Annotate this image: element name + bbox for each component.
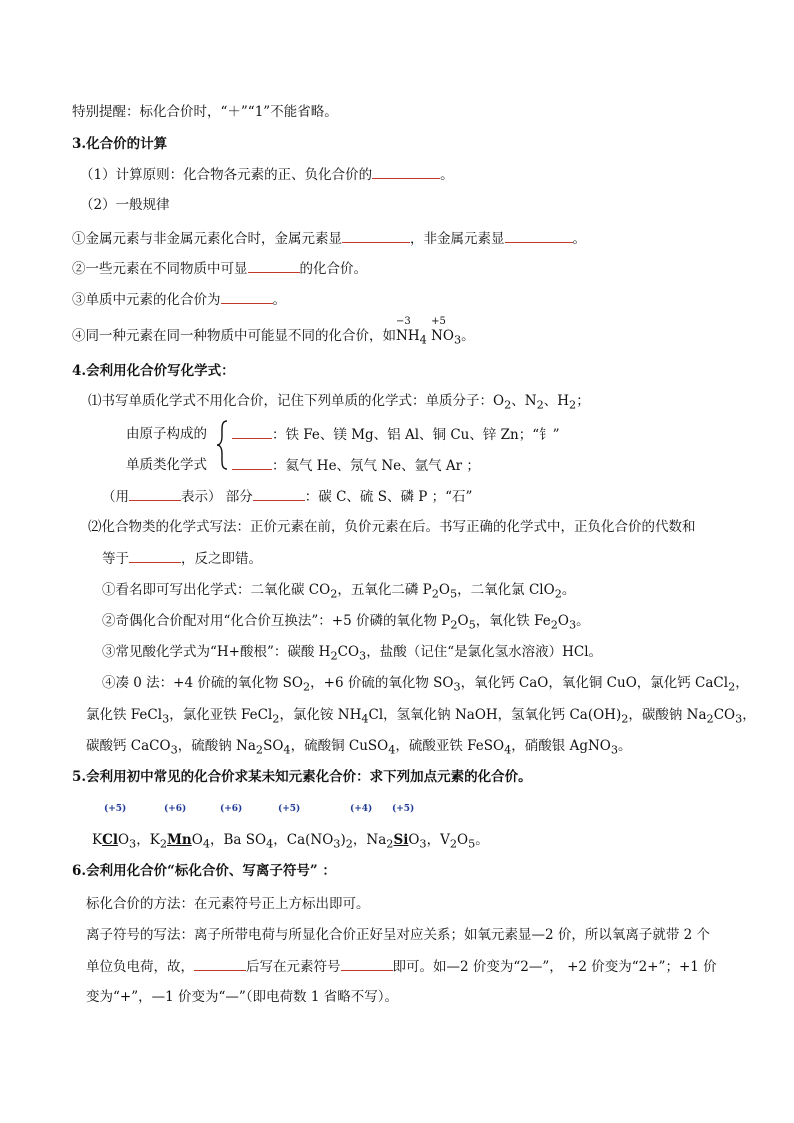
nonmetal-line: （用 表示） 部分 ：碳 C、硫 S、磷 P ；“石” (102, 486, 472, 507)
ion-method: 离子符号的写法：离子所带电荷与所显化合价正好呈对应关系；如氧元素显—2 价，所以氧离子就带 2 个 (86, 927, 711, 943)
calc-principle: （1）计算原则：化合物各元素的正、负化合价的 。 (80, 164, 454, 185)
atom-label: 由原子构成的 (126, 426, 207, 442)
method-4-line-3: 碳酸钙 CaCO$_3$，硫酸钠 $Na_2SO_4$，硫酸铜 CuSO$_4$，硫酸亚铁 FeSO$_4$，硝酸银 AgNO$_3$。 (86, 738, 632, 757)
method-2: ②奇偶化合价配对用“化合价互换法”：+5 价磷的氧化物 $P_2O_5$，氧化铁 $Fe_2O_3$。 (102, 613, 590, 632)
single-label: 单质类化学式 (126, 457, 207, 473)
ox-na2sio3: (+4) (350, 804, 373, 814)
blank-field[interactable] (129, 486, 181, 501)
blank-field[interactable] (221, 289, 273, 304)
atom-elements: ：铁 Fe、镁 Mg、铝 Al、铜 Cu、锌 Zn；“钅” (232, 424, 560, 445)
blank-field[interactable] (372, 164, 440, 179)
blank-field[interactable] (248, 258, 300, 273)
rule-3: ③单质中元素的化合价为 。 (72, 289, 286, 310)
brace-icon (216, 420, 228, 470)
blank-field[interactable] (342, 228, 410, 243)
method-3: ③常见酸化学式为“H+酸根”：碳酸 $H_2CO_3$，盐酸（记住“是氯化氢水溶液）HCl。 (102, 644, 603, 663)
general-rules: （2）一般规律 (80, 197, 170, 213)
ox-baso4: (+6) (220, 804, 243, 814)
method-1: ①看名即可写出化学式：二氧化碳 $CO_2$，五氧化二磷 $P_2O_5$，二氧化氯 ClO$_2$。 (102, 582, 576, 601)
rule-1: ①金属元素与非金属元素化合时，金属元素显 ，非金属元素显 。 (72, 228, 586, 249)
ox-v2o5: (+5) (392, 804, 415, 814)
rule-4: ④同一种元素在同一种物质中可能显不同的化合价，如 −3 $NH_4$ +5 $NO_3$。 (72, 316, 475, 347)
section-5-title: 5.会利用初中常见的化合价求某未知元素化合价：求下列加点元素的化合价。 (72, 769, 532, 785)
method-4: ④凑 0 法：+4 价硫的氧化物 $SO_2$，+6 价硫的氧化物 $SO_3$，氧化钙 CaO，氧化铜 CuO，氯化钙 CaCl$_2$， (102, 675, 749, 694)
rule-2: ②一些元素在不同物质中可显 的化合价。 (72, 258, 367, 279)
ion-method-3: 变为“+”，—1 价变为“—”（即电荷数 1 省略不写）。 (86, 989, 398, 1005)
compound-rule-cont: 等于 ，反之即错。 (102, 548, 262, 569)
valence-method: 标化合价的方法：在元素符号正上方标出即可。 (86, 896, 370, 912)
section-6-title: 6.会利用化合价“标化合价、写离子符号” ： (72, 863, 336, 879)
elemental-formula: ⑴书写单质化学式不用化合价，记住下列单质的化学式：单质分子：$O_2$、$N_2$、$H_2$； (88, 393, 590, 412)
ox-k2mno4: (+6) (164, 804, 187, 814)
noble-gases: ：氦气 He、氖气 Ne、氩气 Ar ； (232, 455, 480, 476)
no3-n: +5 N (431, 316, 446, 344)
blank-field[interactable] (194, 956, 246, 971)
ion-method-2: 单位负电荷，故， 后写在元素符号 即可。如—2 价变为“2—”， +2 价变为“2+”；+1 价 (86, 956, 717, 977)
ox-cano3: (+5) (278, 804, 301, 814)
ox-kclo3: (+5) (104, 804, 127, 814)
blank-field[interactable] (505, 228, 573, 243)
nh4-n: −3 N (396, 316, 411, 344)
method-4-line-2: 氯化铁 FeCl$_3$，氯化亚铁 FeCl$_2$，氯化铵 $NH_4Cl$，氢氧化钠 NaOH，氢氧化钙 $Ca(OH)_2$，碳酸钠 $Na_2CO_3$， (86, 707, 756, 726)
blank-field[interactable] (232, 455, 272, 470)
blank-field[interactable] (232, 424, 272, 439)
section-4-title: 4.会利用化合价写化学式： (72, 363, 235, 379)
blank-field[interactable] (253, 486, 305, 501)
compound-rule: ⑵化合物类的化学式写法：正价元素在前，负价元素在后。书写正确的化学式中，正负化合价的代数和 (88, 519, 696, 535)
section-3-title: 3.化合价的计算 (72, 136, 168, 152)
reminder: 特别提醒：标化合价时，“＋”“1”不能省略。 (72, 104, 338, 120)
formula-list: KClO$_3$，$K_2MnO_4$，Ba $SO_4$，$Ca(NO_3)_2$，$Na_2SiO_3$，$V_2O_5$。 (92, 832, 489, 851)
blank-field[interactable] (341, 956, 393, 971)
blank-field[interactable] (129, 548, 181, 563)
